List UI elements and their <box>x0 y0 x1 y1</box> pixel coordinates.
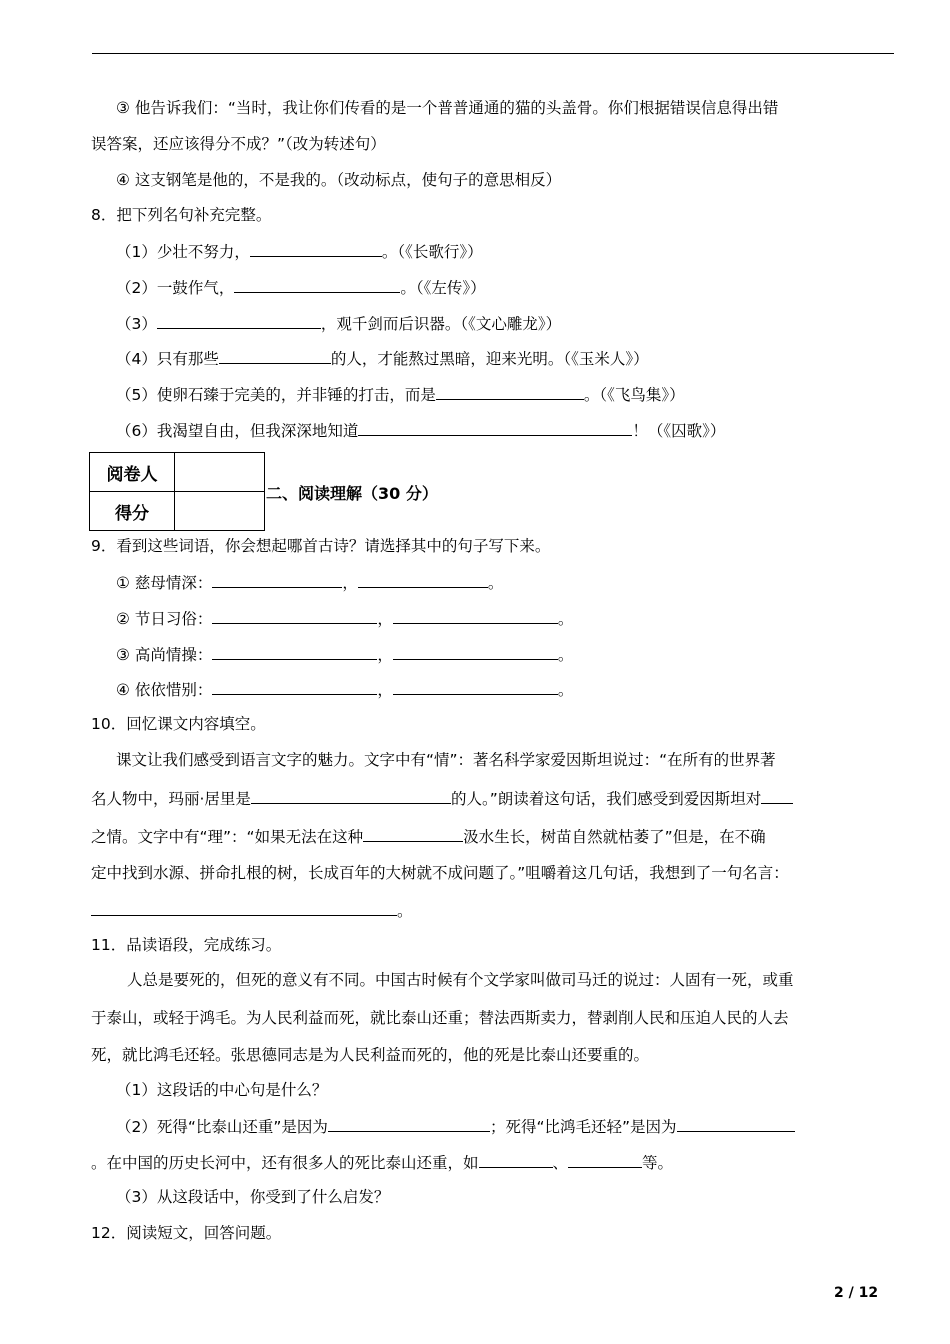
reviewer-box[interactable] <box>175 453 265 492</box>
q10-para-line1: 课文让我们感受到语言文字的魅力。文字中有“情”：著名科学家爱因斯坦说过：“在所有的世界著 <box>116 751 776 769</box>
q8-line-3: （3） ，观千剑而后识器。（《文心雕龙》） <box>116 315 562 333</box>
answer-blank[interactable] <box>479 1152 553 1168</box>
answer-blank[interactable] <box>212 679 377 695</box>
q8-line-4: （4）只有那些 的人，才能熬过黑暗，迎来光明。（《玉米人》） <box>116 350 649 368</box>
header-rule <box>92 53 894 54</box>
q11-para-line1: 人总是要死的，但死的意义有不同。中国古时候有个文学家叫做司马迁的说过：人固有一死，或重 <box>127 971 794 989</box>
q8-title: 8．把下列名句补充完整。 <box>91 206 272 224</box>
q11-title: 11．品读语段，完成练习。 <box>91 936 282 954</box>
q7-item3-line1: ③ 他告诉我们：“当时，我让你们传看的是一个普普通通的猫的头盖骨。你们根据错误信息得出错 <box>116 99 779 117</box>
q8-line-5: （5）使卵石臻于完美的，并非锤的打击，而是 。（《飞鸟集》） <box>116 386 685 404</box>
answer-blank[interactable] <box>234 277 400 293</box>
answer-blank[interactable] <box>212 608 377 624</box>
answer-blank[interactable] <box>393 679 558 695</box>
q10-para-line3: 之情。文字中有“理”：“如果无法在这种 汲水生长，树苗自然就枯萎了”但是，在不确 <box>91 828 766 846</box>
q9-item-3: ③ 高尚情操： ， 。 <box>116 646 574 664</box>
answer-blank[interactable] <box>212 572 342 588</box>
q9-item-4: ④ 依依惜别： ， 。 <box>116 681 574 699</box>
q11-sub-1: （1）这段话的中心句是什么？ <box>116 1081 328 1099</box>
q11-sub-2-line1: （2）死得“比泰山还重”是因为 ；死得“比鸿毛还轻”是因为 <box>116 1116 795 1137</box>
q11-sub-2-line2: 。在中国的历史长河中，还有很多人的死比泰山还重，如 、 等。 <box>91 1154 674 1172</box>
q7-item4: ④ 这支钢笔是他的，不是我的。（改动标点，使句子的意思相反） <box>116 171 562 189</box>
q11-para-line2: 于泰山，或轻于鸿毛。为人民利益而死，就比泰山还重；替法西斯卖力，替剥削人民和压迫人民的人去 <box>91 1009 789 1027</box>
q9-item-1: ① 慈母情深： ， 。 <box>116 574 504 592</box>
score-label: 得分 <box>90 492 175 531</box>
section-title: 二、阅读理解（30 分） <box>266 484 438 503</box>
q11-para-line3: 死，就比鸿毛还轻。张思德同志是为人民利益而死的，他的死是比泰山还要重的。 <box>91 1046 650 1064</box>
reviewer-label: 阅卷人 <box>90 453 175 492</box>
q10-title: 10．回忆课文内容填空。 <box>91 715 266 733</box>
answer-blank[interactable] <box>212 644 377 660</box>
q8-line-1: （1）少壮不努力， 。（《长歌行》） <box>116 243 483 261</box>
q8-line-2: （2）一鼓作气， 。（《左传》） <box>116 279 486 297</box>
answer-blank[interactable] <box>91 900 397 916</box>
answer-blank[interactable] <box>677 1116 795 1132</box>
answer-blank[interactable] <box>251 788 451 804</box>
q9-title: 9．看到这些词语，你会想起哪首古诗？请选择其中的句子写下来。 <box>91 537 551 555</box>
answer-blank[interactable] <box>393 608 558 624</box>
q10-para-line2: 名人物中，玛丽·居里是 的人。”朗读着这句话，我们感受到爱因斯坦对 <box>91 788 793 809</box>
answer-blank[interactable] <box>393 644 558 660</box>
answer-blank[interactable] <box>157 313 321 329</box>
answer-blank[interactable] <box>328 1116 490 1132</box>
q11-sub-3: （3）从这段话中，你受到了什么启发？ <box>116 1188 390 1206</box>
answer-blank[interactable] <box>761 788 793 804</box>
answer-blank[interactable] <box>568 1152 642 1168</box>
answer-blank[interactable] <box>363 826 463 842</box>
score-box[interactable] <box>175 492 265 531</box>
answer-blank[interactable] <box>250 241 382 257</box>
answer-blank[interactable] <box>358 572 488 588</box>
q9-item-2: ② 节日习俗： ， 。 <box>116 610 574 628</box>
q10-para-line5: 。 <box>91 900 413 921</box>
page-number: 2 / 12 <box>834 1285 879 1301</box>
q10-para-line4: 定中找到水源、拼命扎根的树，长成百年的大树就不成问题了。”咀嚼着这几句话，我想到了一句名言： <box>91 864 789 882</box>
score-table <box>89 452 265 531</box>
q8-line-6: （6）我渴望自由，但我深深地知道 ！（《囚歌》） <box>116 422 726 440</box>
answer-blank[interactable] <box>358 420 632 436</box>
q12-title: 12．阅读短文，回答问题。 <box>91 1224 282 1242</box>
answer-blank[interactable] <box>436 384 584 400</box>
q7-item3-line2: 误答案，还应该得分不成？”（改为转述句） <box>91 135 386 153</box>
answer-blank[interactable] <box>219 348 331 364</box>
